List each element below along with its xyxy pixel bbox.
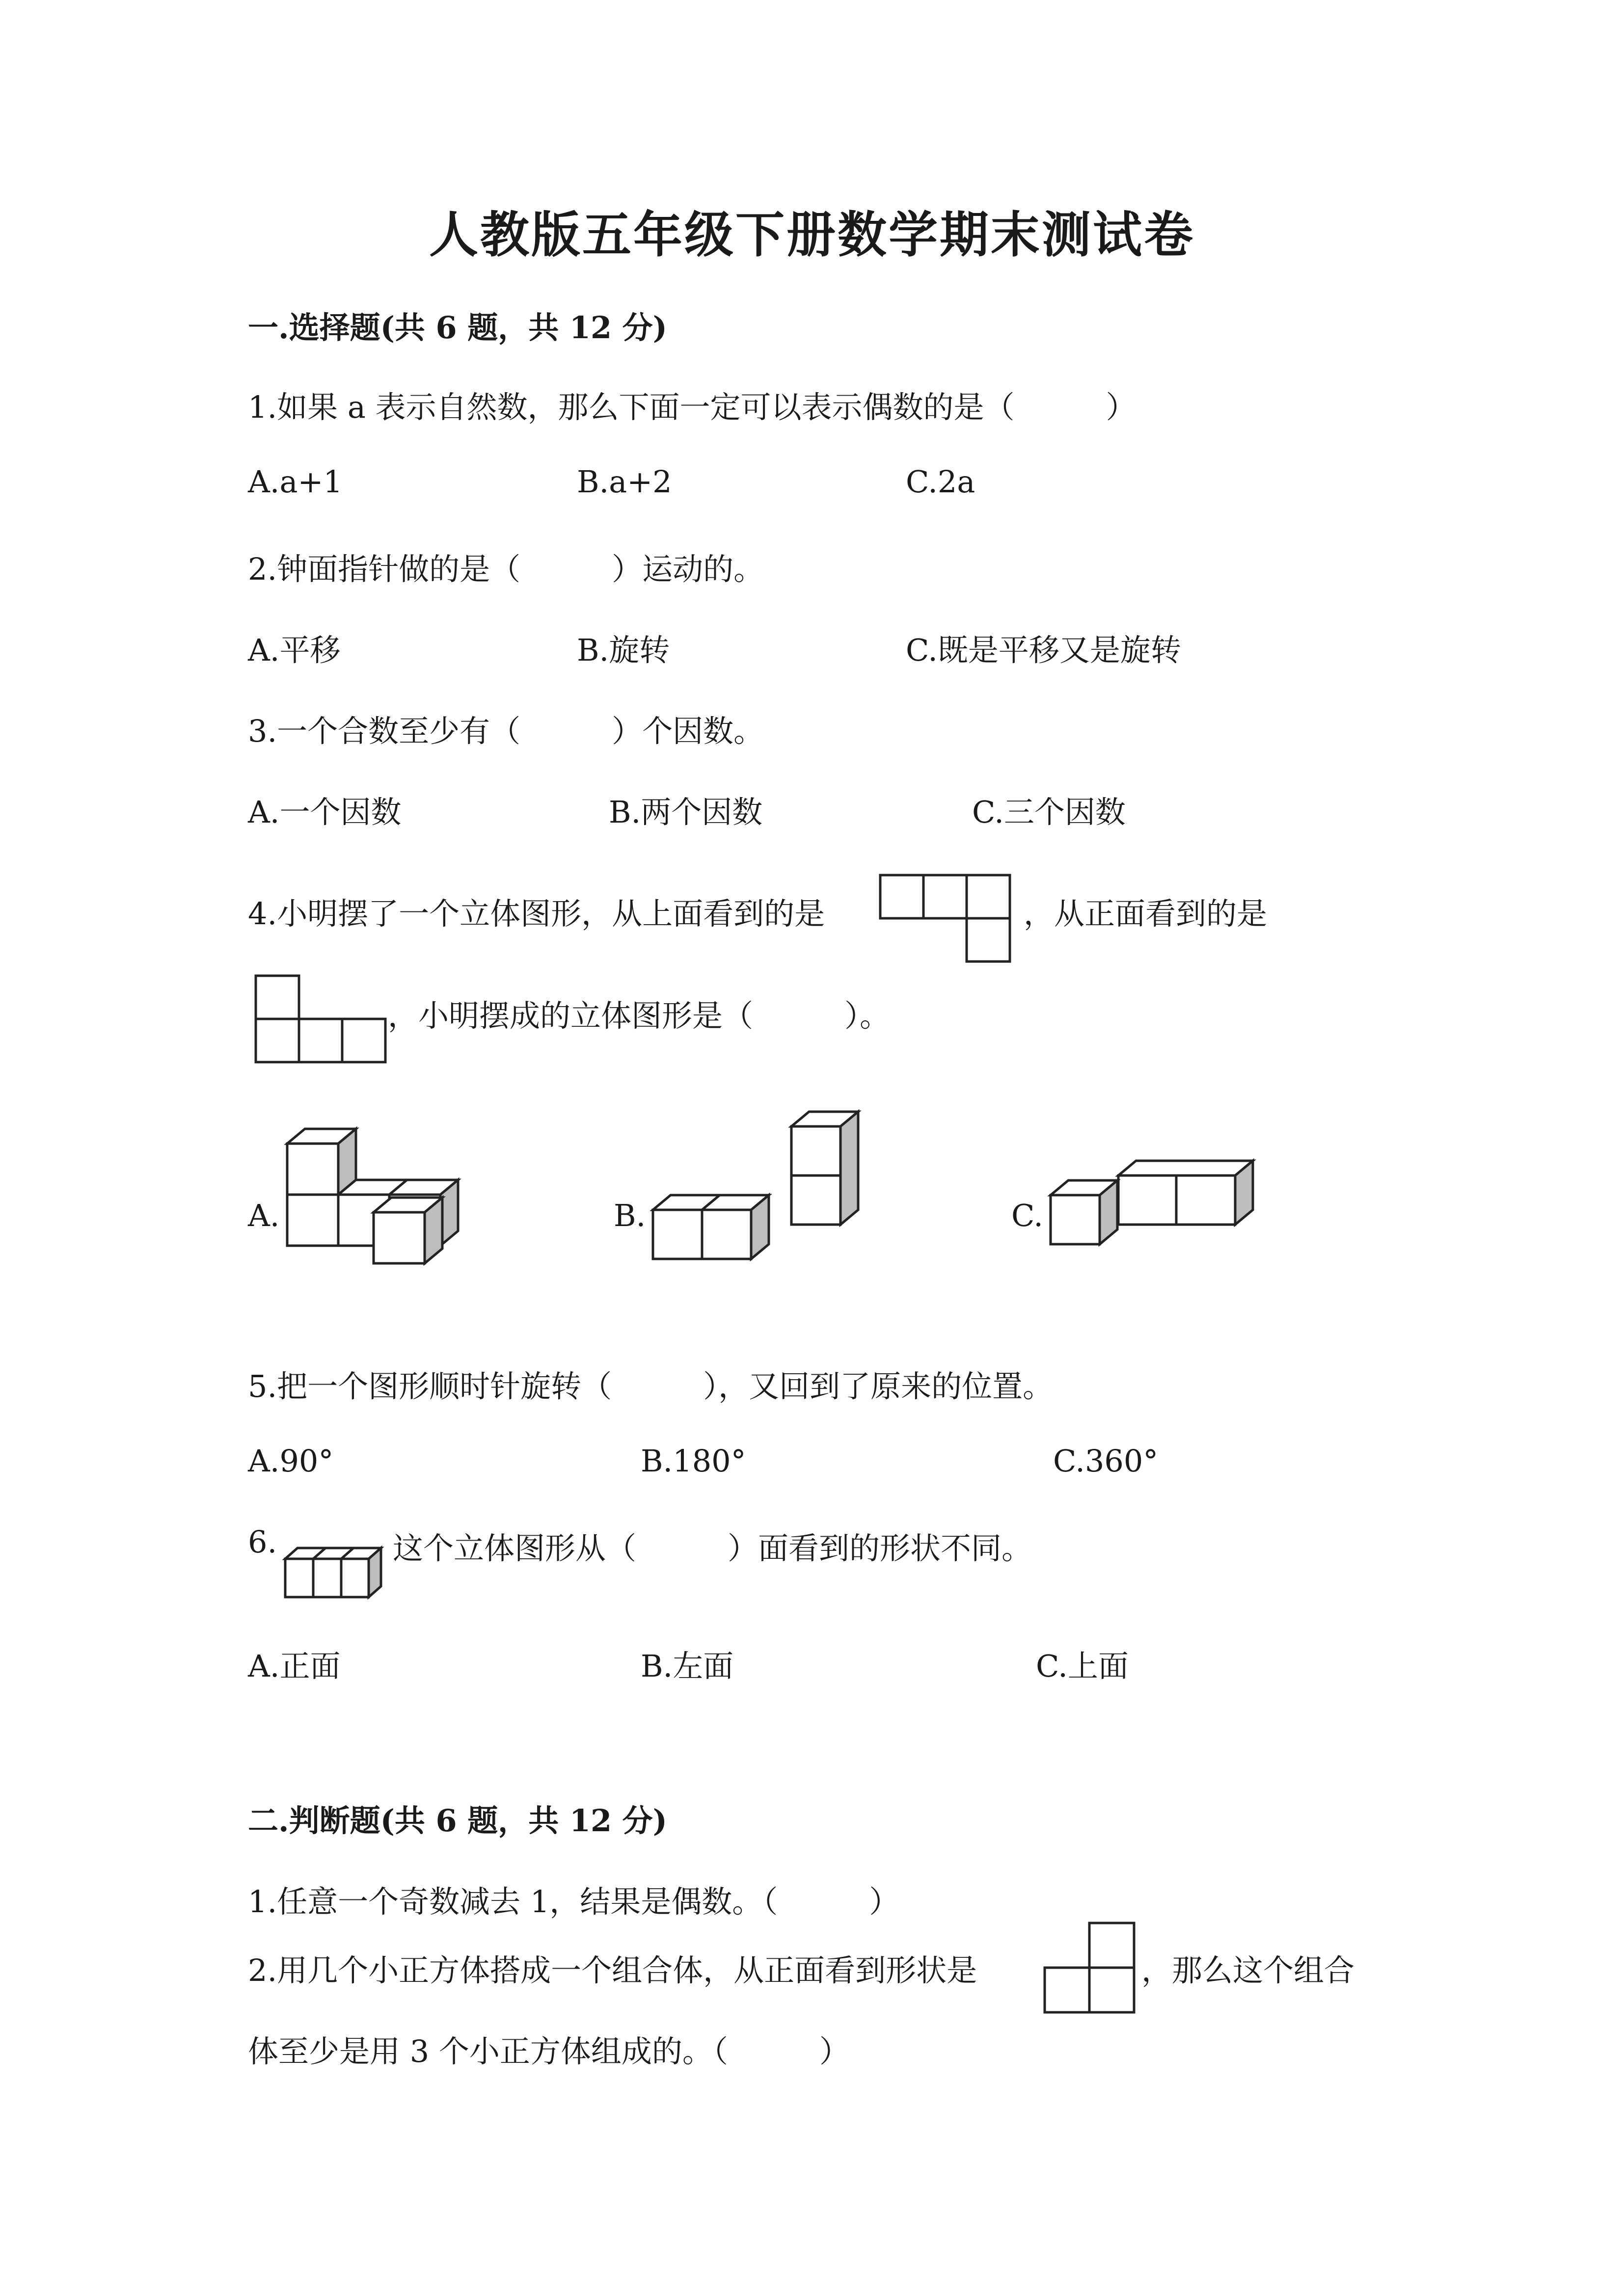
judge-question-2-text-part2: ，那么这个组合 [1141,1952,1355,1988]
q5-option-b[interactable]: B.180° [641,1443,746,1479]
q1-option-c[interactable]: C.2a [906,464,975,500]
page-title: 人教版五年级下册数学期末测试卷 [429,206,1195,264]
q4-option-c[interactable]: C. [1011,1198,1043,1233]
q4-option-b[interactable]: B. [614,1198,646,1233]
question-4-text-part3: ，小明摆成的立体图形是（ ）。 [388,998,891,1034]
question-6-text: 这个立体图形从（ ）面看到的形状不同。 [393,1530,1032,1566]
q4-option-a[interactable]: A. [248,1198,280,1233]
q1-option-a[interactable]: A.a+1 [248,464,343,500]
question-2-text: 2.钟面指针做的是（ ）运动的。 [248,551,764,587]
q4-top-view-figure [879,874,1016,962]
question-3-text: 3.一个合数至少有（ ）个因数。 [248,713,764,749]
question-6-label: 6. [248,1524,277,1560]
q4-option-b-cubes[interactable] [653,1112,859,1274]
q6-option-b[interactable]: B.左面 [641,1648,734,1684]
judge-q2-front-view-figure [1043,1922,1141,2015]
q6-option-a[interactable]: A.正面 [248,1648,341,1684]
question-4-text-part2: ，从正面看到的是 [1024,896,1268,932]
question-1-text: 1.如果 a 表示自然数，那么下面一定可以表示偶数的是（ ） [248,389,1137,425]
question-4-text-part1: 4.小明摆了一个立体图形，从上面看到的是 [248,896,825,932]
q4-option-c-cubes[interactable] [1051,1161,1267,1274]
q1-option-b[interactable]: B.a+2 [577,464,672,500]
q4-option-a-cubes[interactable] [287,1129,464,1271]
section-heading-choice: 一.选择题(共 6 题，共 12 分) [248,310,668,346]
judge-question-2-text-part3: 体至少是用 3 个小正方体组成的。（ ） [248,2033,850,2069]
question-5-text: 5.把一个图形顺时针旋转（ ），又回到了原来的位置。 [248,1368,1054,1404]
q3-option-c[interactable]: C.三个因数 [972,794,1126,830]
judge-question-1-text: 1.任意一个奇数减去 1，结果是偶数。（ ） [248,1884,900,1920]
q3-option-a[interactable]: A.一个因数 [248,794,402,830]
judge-question-2-text-part1: 2.用几个小正方体搭成一个组合体，从正面看到形状是 [248,1952,977,1988]
q2-option-a[interactable]: A.平移 [248,632,341,668]
q4-front-view-figure [254,974,388,1063]
q6-cube-row-figure [284,1545,387,1599]
q2-option-b[interactable]: B.旋转 [577,632,670,668]
q6-option-c[interactable]: C.上面 [1036,1648,1129,1684]
section-heading-judgement: 二.判断题(共 6 题，共 12 分) [248,1803,668,1839]
q2-option-c[interactable]: C.既是平移又是旋转 [906,632,1181,668]
q5-option-a[interactable]: A.90° [248,1443,334,1479]
q5-option-c[interactable]: C.360° [1053,1443,1159,1479]
q3-option-b[interactable]: B.两个因数 [609,794,763,830]
